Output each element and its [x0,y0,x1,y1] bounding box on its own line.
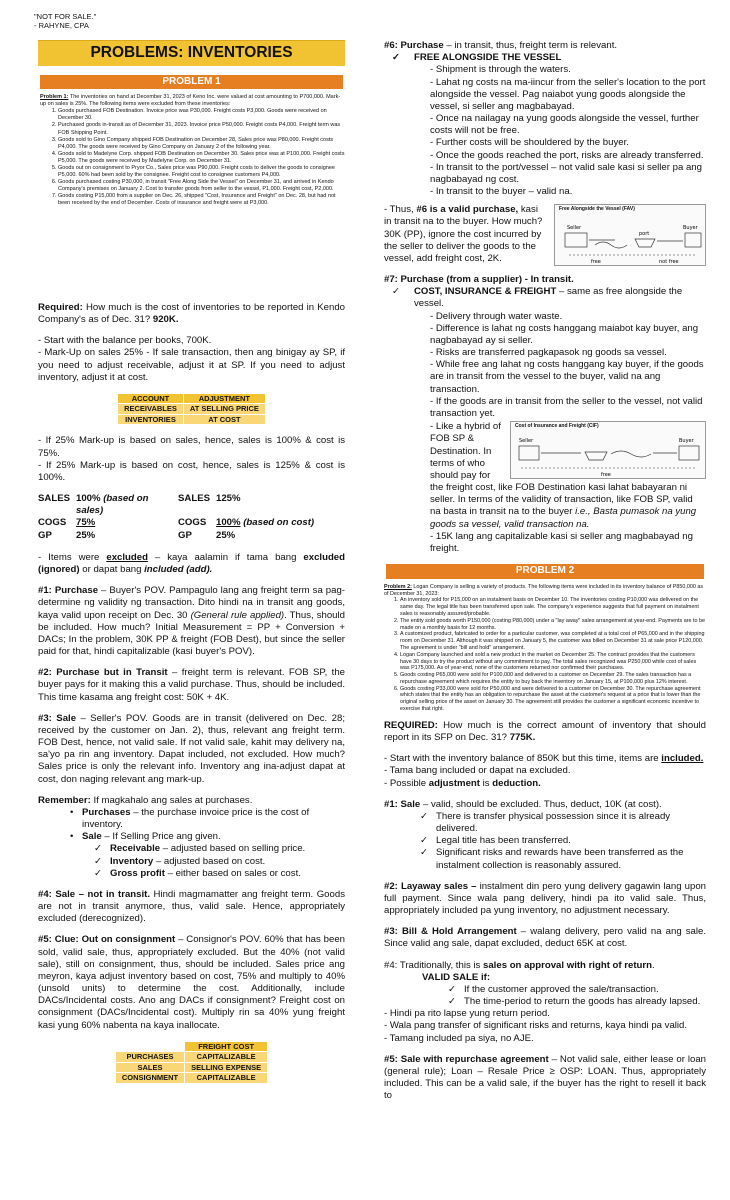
problem-2-statement: Problem 2: Logan Company is selling a variety of products. The following items were included in its inventory balance of P850,000 as of December 31, 2023: 1. An inventory sold for P15,000 on an instalment basis on December 10. The inventories costing P10,000 was delivered on the same day. The legal title has been transferred upon sale. The company's experience suggests that full payment on instalment sales is reasonably assured/probable. 2. The entity sold goods worth P150,000 (costing P80,000) under a "lay away" sales arrangement at year-end. Payments are to be made on a monthly basis for 12 months. 3. A customized product, fabricated to order for a particular customer, was completed at a total cost of P65,000 and in the shipping room on December 31. Although it was shipped on January 5, the customer was billed on December 31 at sale price P120,000. The agreement is under "bill and hold" arrangement. 4. Logan Company launched and sold a new product in the market on December 25. The contract provides that the customers have 30 days to try the product without any commitment to pay. The total sales recognized was P250,000 while cost of sales was P175,000. As of year-end, none of the customers returned nor confirmed their purchases. 5. Goods costing P65,000 were sold for P100,000 and delivered to a customer on December 29. The sales transaction has a repurchase agreement which requires the entity to buy back the inventory on January 15, at P100,000 plus 12% interest. 6. Goods costing P33,000 were sold for P50,000 and were delivered to a customer on December 30. The repurchase agreement which states that the entity has an obligation to repurchase the asset at the customer's request at a price that is lower than the original selling price of the asset on January 30. The agreement still provides the customer a significant economic incentive to exercise that right. [384,584,706,713]
right-column [384,40,706,1112]
spacer [38,207,345,302]
percentage-table: SALES 100% (based on sales) SALES 125% COGS 75% COGS 100% (based on cost) GP 25% GP 25% [38,493,315,541]
fav-free-label: free [591,259,601,266]
list-item: 1. Goods purchased FOB Destination. Invoice price was P30,000. Freight costs P3,000. Goods were received on December 30. [58,108,345,122]
item-1-explanation: #1: Purchase – Buyer's POV. Pampagulo lang ang freight term sa pag-determine ng validity ng transaction. Dito hindi na in transit ang goods, kaya valid upon receipt on Dec. 30 (General rule applied). Thus, should be included. How much? Initial Measurement = PP + Conversion + DACs; In the problem, 30K PP & freight (FOB Dest), but since the seller paid for that, hindi capitalizable (kasi buyer's POV). [38,585,345,658]
problem-2-question-note: - Tama bang included or dapat na excluded. [384,765,571,777]
fav-sketch-drawing [555,205,707,267]
problem-2-items [384,597,706,713]
page-title: PROBLEMS: INVENTORIES [38,40,345,66]
sale-1-explanation: #1: Sale – valid, should be excluded. Thus, deduct, 10K (at cost). [384,798,662,810]
item-3-explanation: #3: Sale – Seller's POV. Goods are in transit (delivered on Dec. 28; received by the customer on Jan. 2), thus, relevant ang freight term. FOB Dest, hence, not valid sale. If not valid sale, kahit may delivery na, sa'yo pa rin ang inventory. Dapat included, not excluded. How much? Sales price is only the relevant info. Inventory ang ina-adjust dapat at cost, don naging relevant ang mark-up. [38,712,345,785]
list-item: 4. Goods sold to Madelyne Corp. shipped FOB Destination on December 30. Sales price was at P100,000. Freight costs P5,000. The goods were received by Madelyne Corp. on December 31. [58,151,345,165]
valid-sale-checklist [384,984,706,1008]
required-question: Required: How much is the cost of inventories to be reported in Kendo Company's as of Dec. 31? 920K. [38,301,346,326]
list-item: • Sale – If Selling Price ang given. [82,831,345,843]
fav-check: ✓ FREE ALONGSIDE THE VESSEL [384,52,706,64]
item-6-conclusion: Free Alongside the Vessel (FAV) Seller port Buyer free not free - Thus, #6 is a valid purchase, kasi in transit na to the buyer. How much? 30K (PP), ignore the cost incurred by the seller to deliver the goods to the vessel, add freight cost, 2K. [384,204,706,265]
markup-note: - Mark-Up on sales 25% - If sale transaction, then ang binigay ay SP, if you need to adjust receivable, adjust it at SP. If you need to adjust inventory, adjust it at cost. [38,347,345,383]
markup-sales-note: - If 25% Mark-up is based on sales, hence, sales is 100% & cost is 75%. [38,435,345,459]
not-for-sale-note: "NOT FOR SALE." [34,12,97,21]
cif-sketch-drawing [511,422,707,480]
sale-5-explanation: #5: Sale with repurchase agreement – Not valid sale, either lease or loan (general rule); Loan – Resale Price ≥ OSP: LOAN. Thus, appropriately included. This can be a valid sale, if the buyer has the right to resell it back to [384,1053,706,1102]
cif-free-label: free [601,472,611,479]
list-item: ✓ Receivable – adjusted based on selling price. [110,843,345,855]
list-item: ✓ If the customer approved the sale/transaction. [464,984,706,996]
list-item: 5. Goods costing P65,000 were sold for P100,000 and delivered to a customer on December 29. The sales transaction has a repurchase agreement which requires the entity to buy back the inventory on January 15, at P100,000 plus 12% interest. [400,672,706,686]
list-item: ✓ Legal title has been transferred. [436,835,706,847]
freight-cost-table: FREIGHT COST PURCHASES CAPITALIZABLE SALES SELLING EXPENSE CONSIGNMENT CAPITALIZABLE [115,1041,268,1084]
item-4-explanation: #4: Sale – not in transit. Hindi magmamatter ang freight term. Goods are not in transit anymore, thus, valid sale. Hence, appropriately excluded (derecognized). [38,888,345,925]
sale-4-notes: - Hindi pa rito lapse yung return period. - Wala pang transfer of significant risks and returns, kaya hindi pa valid. - Tamang included pa siya, no AJE. [384,1008,688,1044]
remember-checklist [38,843,345,880]
fav-port-label: port [639,231,650,238]
list-item: ✓ Gross profit – either based on sales or cost. [110,868,345,880]
list-item: 2. Purchased goods in-transit as of December 31, 2023. Invoice price P50,000. Freight costs P4,000. Freight term was FOB Shipping Point. [58,122,345,136]
markup-cost-note: - If 25% Mark-up is based on cost, hence, sales is 125% & cost is 100%. [38,459,345,483]
start-balance-note: - Start with the balance per books, 700K. [38,335,212,347]
list-item: ✓ Inventory – adjusted based on cost. [110,856,345,868]
list-item: 6. Goods costing P33,000 were sold for P50,000 and were delivered to a customer on December 30. The repurchase agreement which states that the entity has an obligation to repurchase the asset at the customer's request at a price that is lower than the original selling price of the asset on January 30. The agreement still provides the customer a significant economic incentive to exercise that right. [400,686,706,713]
list-item: ✓ Significant risks and rewards have been transferred as the instalment collection is reasonably assured. [436,847,706,871]
list-item: 5. Goods out on consignment to Pryor Co., Sales price was P90,000. Freight costs to deliver the goods to consignee P5,000. 60% had been sold by the consignee. Freight cost to consignee customers P4,000. [58,165,345,179]
item-2-explanation: #2: Purchase but in Transit – freight term is relevant. FOB SP, the buyer pays for it making this a valid purchase. Thus, should be included. This time kasama ang freight cost: 50K + 4K. [38,667,345,703]
item-7-heading: #7: Purchase (from a supplier) - In transit. [384,274,574,286]
valid-sale-heading: VALID SALE if: [422,971,491,983]
excluded-note: - Items were excluded – kaya aalamin if tama bang excluded (ignored) or dapat bang included (add). [38,551,345,575]
list-item: ✓ The time-period to return the goods has already lapsed. [464,996,706,1008]
remember-list [38,807,345,844]
list-item: 7. Goods costing P15,000 from a supplier on Dec. 26, shipped "Cost, Insurance and Freight" on Dec. 28, but had not been received by the end of December. Costs of insurance and freight were at P3,000. [58,193,345,207]
left-column [38,40,345,1094]
problem-2-banner: PROBLEM 2 [386,564,704,579]
cif-buyer-label: Buyer [679,438,694,445]
list-item: 1. An inventory sold for P15,000 on an instalment basis on December 10. The inventories costing P10,000 was delivered on the same day. The legal title has been transferred upon sale. The company's experience suggests that full payment on instalment sales is reasonably assured/probable. [400,597,706,617]
fav-notfree-label: not free [659,259,679,266]
account-adjustment-table: ACCOUNT ADJUSTMENT RECEIVABLES AT SELLING PRICE INVENTORIES AT COST [117,393,266,426]
list-item: 3. A customized product, fabricated to order for a particular customer, was completed at a total cost of P65,000 and in the shipping room on December 31. Although it was shipped on January 5, the customer was billed on December 31 at sale price P120,000. The agreement is under "bill and hold" arrangement. [400,631,706,651]
list-item: ✓ There is transfer physical possession since it is already delivered. [436,811,706,835]
sale-4-explanation: #4: Traditionally, this is sales on approval with right of return. [384,959,655,971]
cif-check: ✓ COST, INSURANCE & FREIGHT – same as free alongside the vessel. [384,286,706,310]
cif-notes: - Delivery through water waste. - Difference is lahat ng costs hanggang maiabot kay buyer, ang nagbabayad ay si seller. - Risks are transferred pagkapasok ng goods sa vessel. - While free ang lahat ng costs hanggang kay buyer, if the goods are in transit from the vessel to the buyer, valid na ang transaction. - If the goods are in transit from the seller to the vessel, not valid transaction yet. Cost of Insurance and Freight (CIF) Seller Buyer free - Like a hybrid of FOB SP & Destination. In terms of who should pay for the freight cost, like FOB Destination kasi lahat babayaran ni seller. In terms of the validity of transaction, like FOB SP, valid na basta in transit na to the buyer i.e., Basta pumasok na yung goods sa vessel, valid transaction na. - 15K lang ang capitalizable kasi si seller ang magbabayad ng freight. [384,311,706,555]
problem-2-required: REQUIRED: How much is the correct amount of inventory that should report in its SFP on Dec. 31? 775K. [384,719,706,744]
author-credit: - RAHYNE, CPA [34,21,89,31]
item-6-heading: #6: Purchase – in transit, thus, freight term is relevant. [384,40,618,51]
problem-2-adjustment-note: - Possible adjustment is deduction. [384,777,541,789]
problem-1-items [40,108,345,206]
sale-1-checklist [384,811,706,872]
fav-notes: - Shipment is through the waters. - Lahat ng costs na ma-iincur from the seller's location to the port alongside the vessel. Pag naiabot yung goods alongside the vessel, si seller ang magbabayad. - Once na nailagay na yung goods alongside the vessel, further costs will not be free. - Further costs will be shouldered by the buyer. - Once the goods reached the port, risks are already transferred. - In transit to the port/vessel – not valid sale kasi si seller pa ang nagbabayad ng cost. - In transit to the buyer – valid na. [430,64,706,198]
problem-2-start-note: - Start with the inventory balance of 850K but this time, items are included. [384,753,704,765]
fav-sketch: Free Alongside the Vessel (FAV) Seller port Buyer free not free [554,204,706,266]
list-item: 6. Goods purchased costing P30,000, in transit "Free Along Side the Vessel" on December 31, and arrived in Kendo Company's premises on January 2. Cost to transfer goods from seller to the vessel, P1,000. Freight cost, P2,000. [58,179,345,193]
list-item: 3. Goods sold to Gino Company shipped FOB Destination on December 28, Sales price was P80,000. Freight costs P4,000. The goods were received by Gino Company on January 2 of the following year. [58,137,345,151]
sale-2-explanation: #2: Layaway sales – instalment din pero yung delivery gagawin lang upon full payment. Since wala pang delivery, hindi pa ito valid sale. Thus, appropriately included pa yung inventory, no adjustment necessary. [384,880,706,917]
fav-buyer-label: Buyer [683,225,698,232]
page-header [34,12,96,31]
problem-1-statement: Problem 1: The inventories on hand at December 31, 2023 of Keno Inc. were valued at cost amounting to P700,000. Mark-up on sales is 25%. The following items were excluded from these inventories: 1. Goods purchased FOB Destination. Invoice price was P30,000. Freight costs P3,000. Goods were received on December 30. 2. Purchased goods in-transit as of December 31, 2023. Invoice price P50,000. Freight costs P4,000. Freight term was FOB Shipping Point. 3. Goods sold to Gino Company shipped FOB Destination on December 28, Sales price was P80,000. Freight costs P4,000. The goods were received by Gino Company on January 2 of the following year. 4. Goods sold to Madelyne Corp. shipped FOB Destination on December 30. Sales price was at P100,000. Freight costs P5,000. The goods were received by Madelyne Corp. on December 31. 5. Goods out on consignment to Pryor Co., Sales price was P90,000. Freight costs to deliver the goods to consignee P5,000. 60% had been sold by the consignee. Freight cost to consignee customers P4,000. 6. Goods purchased costing P30,000, in transit "Free Along Side the Vessel" on December 31, and arrived in Kendo Company's premises on January 2. Cost to transfer goods from seller to the vessel, P1,000. Freight cost, P2,000. 7. Goods costing P15,000 from a supplier on Dec. 26, shipped "Cost, Insurance and Freight" on Dec. 28, but had not been received by the end of December. Costs of insurance and freight were at P3,000. [38,94,345,207]
problem-1-banner: PROBLEM 1 [40,75,343,90]
item-5-explanation: #5: Clue: Out on consignment – Consignor's POV. 60% that has been sold, valid sale, thus, appropriately excluded. But the 40% (not valid sale), still on consignment, thus, should be included. Sales price ang meyron, kaya adjust inventory based on cost, 75% and multiply to 40% (unsold units) to determine the cost. Additionally, include DACs/Incidental costs. Ano ang DACs if consignment? Freight cost on consignment (DACs/Incidental cost). Multiply rin sa 40% yung freight kasi yung 60% nabenta na kaya inallocate. [38,934,345,1031]
list-item: 4. Logan Company launched and sold a new product in the market on December 25. The contract provides that the customers have 30 days to try the product without any commitment to pay. The total sales recognized was P250,000 while cost of sales was P175,000. As of year-end, none of the customers returned nor confirmed their purchases. [400,652,706,672]
remember-note: Remember: If magkahalo ang sales at purchases. [38,794,253,806]
list-item: 2. The entity sold goods worth P150,000 (costing P80,000) under a "lay away" sales arrangement at year-end. Payments are to be made on a monthly basis for 12 months. [400,618,706,632]
cif-seller-label: Seller [519,438,534,445]
fav-seller-label: Seller [567,225,582,232]
sale-3-explanation: #3: Bill & Hold Arrangement – walang delivery, pero valid na ang sale. Since valid ang sale, dapat excluded, deduct 65K at cost. [384,926,706,950]
cif-sketch: Cost of Insurance and Freight (CIF) Seller Buyer free [510,421,706,479]
list-item: • Purchases – the purchase invoice price is the cost of inventory. [82,807,345,831]
